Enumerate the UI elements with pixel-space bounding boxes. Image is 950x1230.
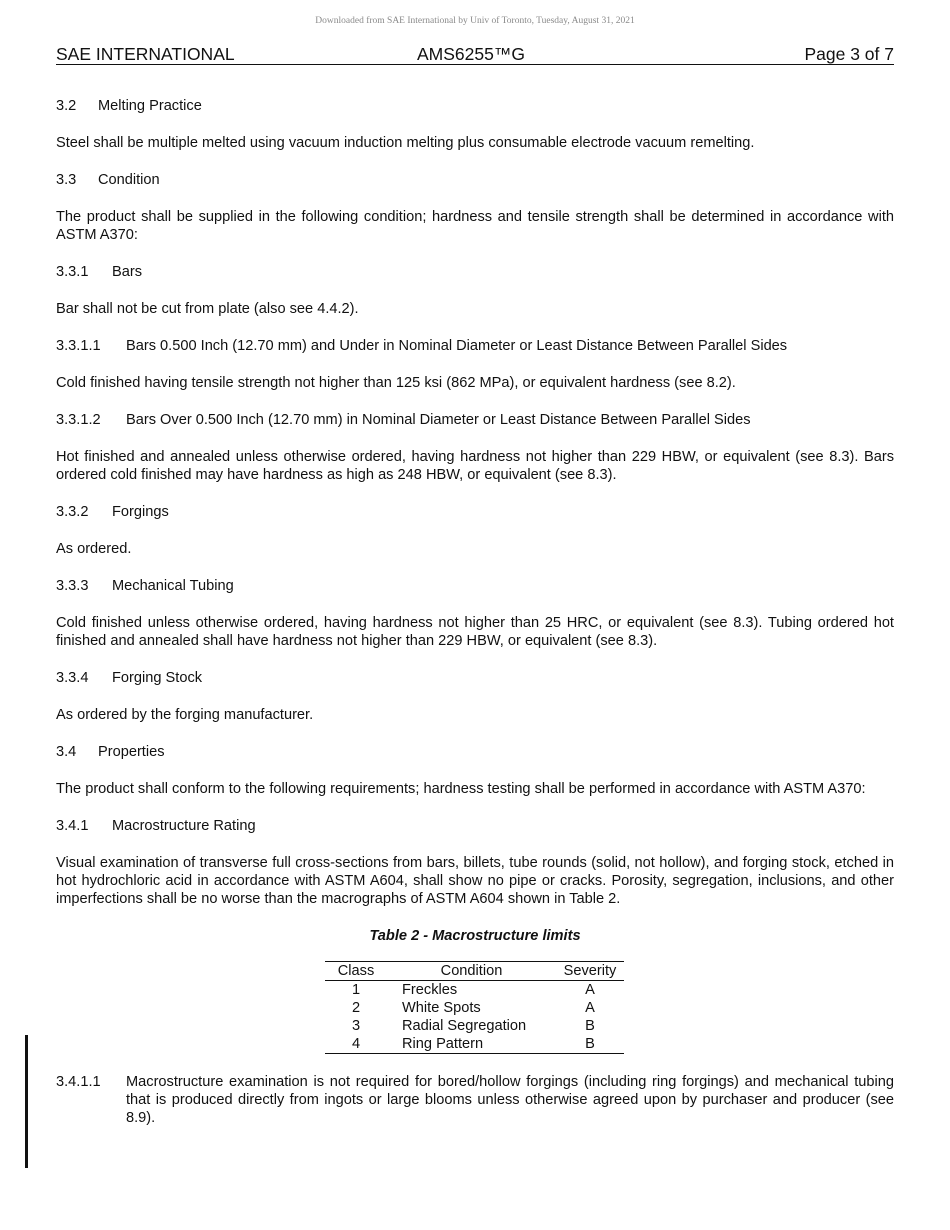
- section-heading-3-4: [56, 743, 894, 761]
- cell-condition: Ring Pattern: [402, 1036, 484, 1052]
- section-title: Bars 0.500 Inch (12.70 mm) and Under in Nominal Diameter or Least Distance Between Parallel Sides: [126, 338, 788, 354]
- header-page-number: Page 3 of 7: [804, 44, 894, 64]
- section-heading-3-4-1: [56, 817, 894, 835]
- section-number: 3.3: [56, 172, 77, 188]
- section-number: 3.4.1: [56, 818, 89, 834]
- section-paragraph-3-3-1: Bar shall not be cut from plate (also see 4.4.2).: [56, 301, 359, 317]
- cell-condition: White Spots: [402, 1000, 481, 1016]
- section-paragraph-3-3-1-1: Cold finished having tensile strength not higher than 125 ksi (862 MPa), or equivalent hardness (see 8.2).: [56, 375, 736, 391]
- section-heading-3-3-1-1: [56, 337, 894, 355]
- section-title: Mechanical Tubing: [112, 578, 234, 594]
- section-paragraph-3-3-3: Cold finished unless otherwise ordered, having hardness not higher than 25 HRC, or equivalent (see 8.3). Tubing ordered hot finished and annealed shall have hardness not higher than 229 HBW, or equivalent (see 8.3).: [56, 615, 894, 649]
- cell-condition: Radial Segregation: [402, 1018, 527, 1034]
- section-heading-3-3-2: [56, 503, 894, 521]
- cell-class: 2: [351, 1000, 361, 1016]
- section-number: 3.2: [56, 98, 77, 114]
- section-text: Macrostructure examination is not required for bored/hollow forgings (including ring forgings) and mechanical tubing that is produced directly from ingots or large blooms unless otherwise agreed upon by purchaser and producer (see 8.9).: [126, 1074, 894, 1126]
- table-row: [325, 999, 624, 1017]
- table-header-row: [325, 962, 624, 981]
- section-number: 3.3.4: [56, 670, 89, 686]
- section-paragraph-3-4-1-1: [56, 1073, 894, 1127]
- section-heading-3-3-1: [56, 263, 894, 281]
- section-paragraph-3-3-1-2: Hot finished and annealed unless otherwise ordered, having hardness not higher than 229 HBW, or equivalent (see 8.3). Bars ordered cold finished may have hardness as high as 248 HBW, or equivalent (see 8.3).: [56, 449, 894, 483]
- section-paragraph-3-3: The product shall be supplied in the following condition; hardness and tensile strength shall be determined in accordance with ASTM A370:: [56, 209, 894, 243]
- section-heading-3-2: [56, 97, 894, 115]
- section-number: 3.3.1: [56, 264, 89, 280]
- cell-severity: B: [585, 1018, 595, 1034]
- table-row: [325, 1035, 624, 1054]
- header-document-number: AMS6255™G: [417, 44, 525, 64]
- section-title: Forgings: [112, 504, 169, 520]
- column-header-condition: Condition: [440, 963, 503, 979]
- cell-class: 4: [351, 1036, 361, 1052]
- section-number: 3.3.1.1: [56, 338, 101, 354]
- page-header: [56, 44, 894, 65]
- section-title: Forging Stock: [112, 670, 203, 686]
- section-paragraph-3-4-1: Visual examination of transverse full cross-sections from bars, billets, tube rounds (solid, not hollow), and forging stock, etched in hot hydrochloric acid in accordance with ASTM A604, shall show no pipe or cracks. Porosity, segregation, inclusions, and other imperfections shall be no worse than the macrographs of ASTM A604 shown in Table 2.: [56, 855, 894, 907]
- section-heading-3-3-4: [56, 669, 894, 687]
- section-heading-3-3: [56, 171, 894, 189]
- table-row: [325, 981, 624, 1000]
- section-number: 3.3.2: [56, 504, 89, 520]
- cell-severity: A: [585, 1000, 595, 1016]
- section-number: 3.4: [56, 744, 77, 760]
- section-title: Melting Practice: [98, 98, 202, 114]
- section-title: Macrostructure Rating: [112, 818, 256, 834]
- section-title: Bars Over 0.500 Inch (12.70 mm) in Nominal Diameter or Least Distance Between Parallel Sides: [126, 412, 751, 428]
- section-paragraph-3-4: The product shall conform to the following requirements; hardness testing shall be performed in accordance with ASTM A370:: [56, 781, 866, 797]
- table-caption: Table 2 - Macrostructure limits: [369, 928, 581, 944]
- column-header-severity: Severity: [563, 963, 617, 979]
- cell-class: 3: [351, 1018, 361, 1034]
- section-heading-3-3-1-2: [56, 411, 894, 429]
- section-paragraph-3-3-2: As ordered.: [56, 541, 132, 557]
- section-heading-3-3-3: [56, 577, 894, 595]
- column-header-class: Class: [337, 963, 375, 979]
- table-row: [325, 1017, 624, 1035]
- section-title: Condition: [98, 172, 160, 188]
- document-body: [56, 97, 894, 1127]
- cell-severity: A: [585, 982, 595, 998]
- section-number: 3.3.1.2: [56, 412, 101, 428]
- cell-class: 1: [351, 982, 361, 998]
- revision-change-bar: [25, 1035, 28, 1168]
- section-number: 3.4.1.1: [56, 1074, 101, 1090]
- header-organization: SAE INTERNATIONAL: [56, 44, 235, 64]
- section-title: Bars: [112, 264, 143, 280]
- download-watermark: Downloaded from SAE International by Univ of Toronto, Tuesday, August 31, 2021: [315, 16, 635, 26]
- section-paragraph-3-3-4: As ordered by the forging manufacturer.: [56, 707, 314, 723]
- cell-condition: Freckles: [402, 982, 458, 998]
- macrostructure-limits-table: [325, 961, 624, 1054]
- cell-severity: B: [585, 1036, 595, 1052]
- section-title: Properties: [98, 744, 165, 760]
- section-paragraph-3-2: Steel shall be multiple melted using vacuum induction melting plus consumable electrode vacuum remelting.: [56, 135, 755, 151]
- section-number: 3.3.3: [56, 578, 89, 594]
